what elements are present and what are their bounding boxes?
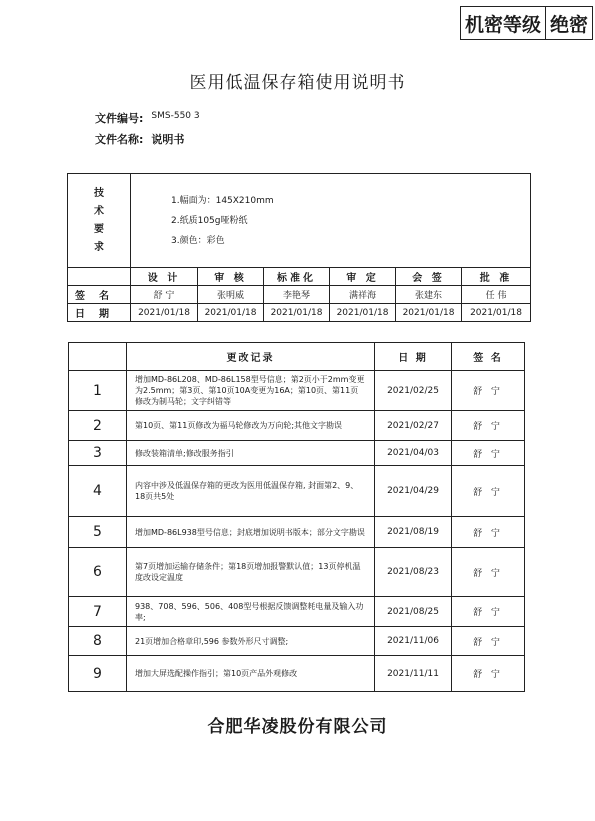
signer-cell: 满祥海 — [330, 286, 396, 304]
tech-line: 1.幅面为：145X210mm — [171, 195, 274, 206]
approval-date-cell: 2021/01/18 — [462, 304, 531, 322]
approval-corner-cell — [68, 268, 131, 286]
change-signer: 舒 宁 — [452, 441, 525, 466]
change-description: 修改装箱清单;修改服务指引 — [127, 441, 375, 466]
change-record-header: 更改记录 — [127, 343, 375, 371]
change-signer: 舒 宁 — [452, 517, 525, 548]
table-row — [69, 371, 525, 411]
signer-cell: 舒 宁 — [131, 286, 198, 304]
file-name-row — [95, 131, 184, 147]
change-number: 6 — [69, 548, 127, 597]
change-description: 内容中涉及低温保存箱的更改为医用低温保存箱, 封面第2、9、18页共5处 — [127, 466, 375, 517]
change-number: 7 — [69, 597, 127, 627]
change-number: 1 — [69, 371, 127, 411]
change-description: 第10页、第11页修改为福马轮修改为万向轮;其他文字勘误 — [127, 411, 375, 441]
approval-date-cell: 2021/01/18 — [396, 304, 462, 322]
change-description: 增加MD-86L938型号信息；封底增加说明书版本；部分文字勘误 — [127, 517, 375, 548]
change-number: 9 — [69, 656, 127, 692]
tech-requirements-content — [131, 174, 531, 268]
approval-date-cell: 2021/01/18 — [264, 304, 330, 322]
change-description: 第7页增加运输存储条件；第18页增加报警默认值；13页停机温度改设定温度 — [127, 548, 375, 597]
change-date: 2021/08/19 — [375, 517, 452, 548]
approval-header: 审 核 — [198, 268, 264, 286]
change-description: 938、708、596、506、408型号根据反馈调整耗电量及输入功率; — [127, 597, 375, 627]
file-number-label: 文件编号: — [95, 112, 144, 125]
table-row — [69, 548, 525, 597]
change-signer: 舒 宁 — [452, 371, 525, 411]
approval-date-cell: 2021/01/18 — [330, 304, 396, 322]
company-name: 合肥华凌股份有限公司 — [207, 717, 388, 737]
security-level-value: 绝密 — [545, 7, 592, 39]
table-row — [69, 656, 525, 692]
security-level-box — [460, 6, 593, 40]
change-signer: 舒 宁 — [452, 466, 525, 517]
table-row — [69, 597, 525, 627]
table-row — [69, 517, 525, 548]
change-date: 2021/04/03 — [375, 441, 452, 466]
security-level-label: 机密等级 — [464, 13, 541, 36]
approval-date-cell: 2021/01/18 — [131, 304, 198, 322]
change-date-header: 日 期 — [375, 343, 452, 371]
file-name-label: 文件名称: — [95, 133, 144, 146]
signer-cell: 任 伟 — [462, 286, 531, 304]
change-number: 3 — [69, 441, 127, 466]
approval-header: 会 签 — [396, 268, 462, 286]
document-title: 医用低温保存箱使用说明书 — [189, 73, 406, 93]
change-number: 5 — [69, 517, 127, 548]
change-date: 2021/02/25 — [375, 371, 452, 411]
change-description: 增加大屏选配操作指引；第10页产品外观修改 — [127, 656, 375, 692]
sign-row-label: 签名 — [68, 286, 131, 304]
change-sign-header: 签 名 — [452, 343, 525, 371]
date-row-label: 日期 — [68, 304, 131, 322]
change-date: 2021/04/29 — [375, 466, 452, 517]
tech-line: 3.颜色：彩色 — [171, 235, 225, 246]
change-date: 2021/11/06 — [375, 627, 452, 656]
signer-cell: 张建东 — [396, 286, 462, 304]
approval-date-cell: 2021/01/18 — [198, 304, 264, 322]
tech-line: 2.纸质105g哑粉纸 — [171, 215, 248, 226]
signer-cell: 李艳琴 — [264, 286, 330, 304]
change-date: 2021/11/11 — [375, 656, 452, 692]
signer-cell: 张明威 — [198, 286, 264, 304]
change-number-header — [69, 343, 127, 371]
approval-header: 审 定 — [330, 268, 396, 286]
file-name-value: 说明书 — [151, 133, 185, 146]
change-signer: 舒 宁 — [452, 548, 525, 597]
table-row — [69, 627, 525, 656]
file-number-value: SMS-550 3 — [151, 111, 200, 121]
file-number-row — [95, 110, 200, 126]
change-signer: 舒 宁 — [452, 597, 525, 627]
approval-header: 设 计 — [131, 268, 198, 286]
change-signer: 舒 宁 — [452, 656, 525, 692]
table-row — [69, 411, 525, 441]
change-record-table — [68, 342, 525, 692]
table-row — [69, 466, 525, 517]
change-signer: 舒 宁 — [452, 627, 525, 656]
change-date: 2021/08/25 — [375, 597, 452, 627]
change-description: 21页增加合格章印,596 参数外形尺寸调整; — [127, 627, 375, 656]
change-number: 8 — [69, 627, 127, 656]
change-date: 2021/02/27 — [375, 411, 452, 441]
change-description: 增加MD-86L208、MD-86L158型号信息；第2页小于2mm变更为2.5mm；第3页、第10页10A变更为16A；第10页、第11页修改为制马轮；文字纠错等 — [127, 371, 375, 411]
table-row — [69, 441, 525, 466]
approval-header: 标准化 — [264, 268, 330, 286]
change-number: 4 — [69, 466, 127, 517]
tech-requirements-label: 技 术 要 求 — [68, 174, 131, 268]
change-date: 2021/08/23 — [375, 548, 452, 597]
approval-header: 批 准 — [462, 268, 531, 286]
change-number: 2 — [69, 411, 127, 441]
approval-table — [67, 173, 531, 322]
change-signer: 舒 宁 — [452, 411, 525, 441]
